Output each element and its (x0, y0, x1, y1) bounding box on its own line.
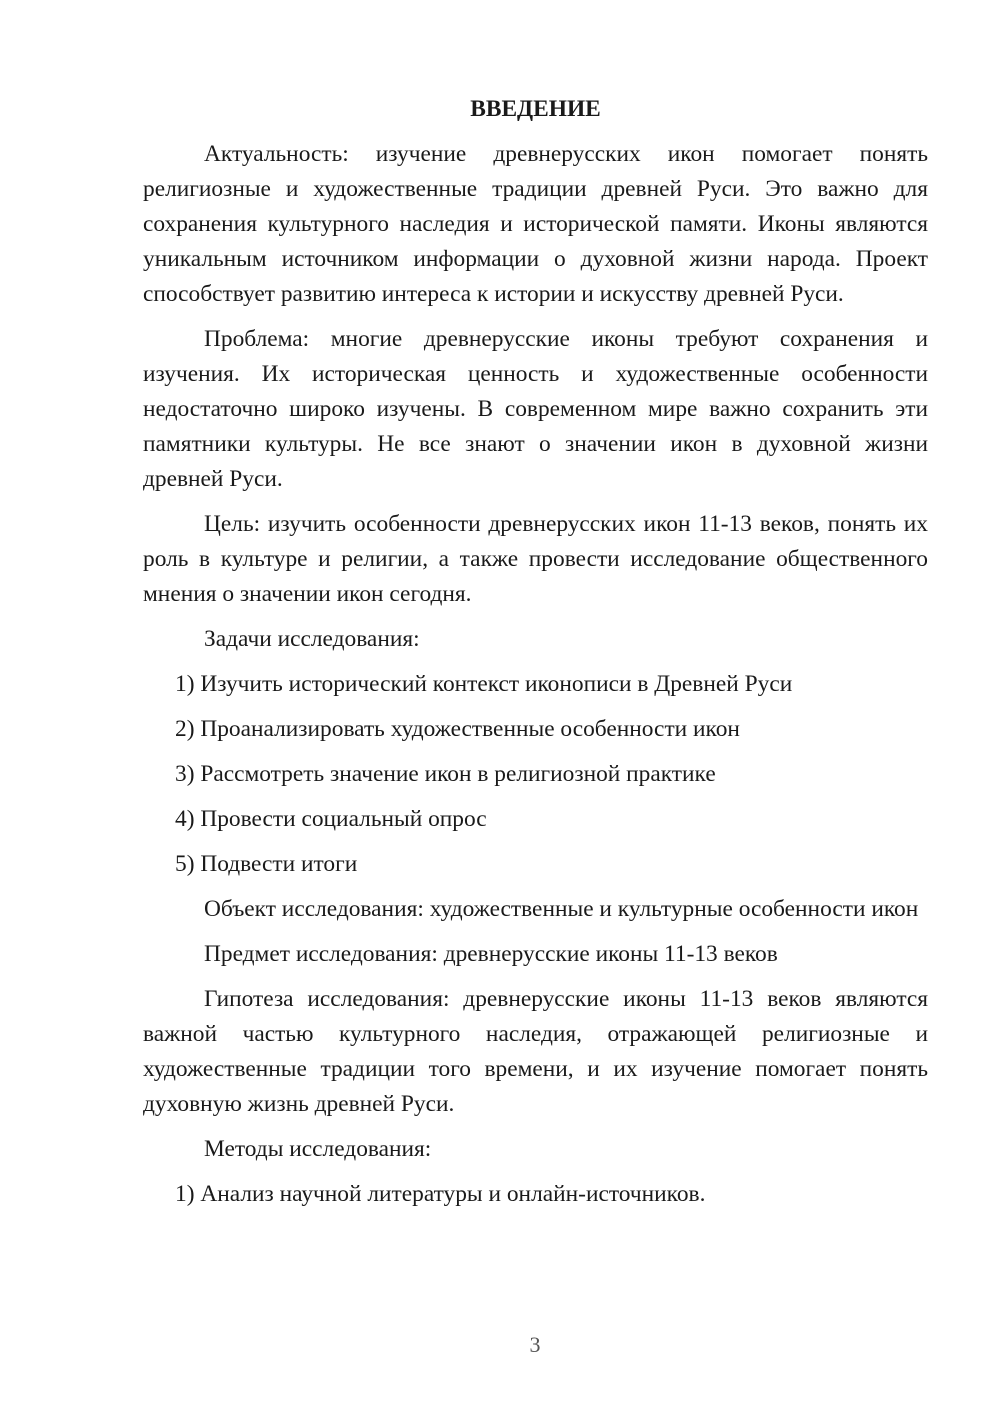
task-item: 5) Подвести итоги (175, 851, 358, 877)
task-item: 1) Изучить исторический контекст иконописи в Древней Руси (175, 671, 793, 697)
page-number: 3 (529, 1332, 541, 1357)
subject-paragraph: Предмет исследования: древнерусские иконы 11-13 веков (204, 941, 778, 967)
page-title: ВВЕДЕНИЕ (470, 96, 601, 122)
page-content (143, 92, 928, 1222)
goal-paragraph: Цель: изучить особенности древнерусских икон 11-13 веков, понять их роль в культуре и религии, а также провести исследование общественного мнения о значении икон сегодня. (143, 511, 928, 607)
tasks-heading: Задачи исследования: (204, 626, 420, 652)
task-item: 4) Провести социальный опрос (175, 806, 487, 832)
hypothesis-paragraph: Гипотеза исследования: древнерусские иконы 11-13 веков являются важной частью культурного наследия, отражающей религиозные и художественные традиции того времени, и их изучение помогает понять духовную жизнь древней Руси. (143, 986, 928, 1117)
method-item: 1) Анализ научной литературы и онлайн-источников. (175, 1181, 706, 1207)
relevance-paragraph: Актуальность: изучение древнерусских икон помогает понять религиозные и художественные традиции древней Руси. Это важно для сохранения культурного наследия и исторической памяти. Иконы являются уникальным источником информации о духовной жизни народа. Проект способствует развитию интереса к истории и искусству древней Руси. (143, 141, 928, 307)
task-item: 3) Рассмотреть значение икон в религиозной практике (175, 761, 716, 787)
task-item: 2) Проанализировать художественные особенности икон (175, 716, 740, 742)
object-paragraph: Объект исследования: художественные и культурные особенности икон (204, 896, 919, 922)
problem-paragraph: Проблема: многие древнерусские иконы требуют сохранения и изучения. Их историческая ценность и художественные особенности недостаточно широко изучены. В современном мире важно сохранить эти памятники культуры. Не все знают о значении икон в духовной жизни древней Руси. (143, 326, 928, 492)
methods-heading: Методы исследования: (204, 1136, 432, 1162)
